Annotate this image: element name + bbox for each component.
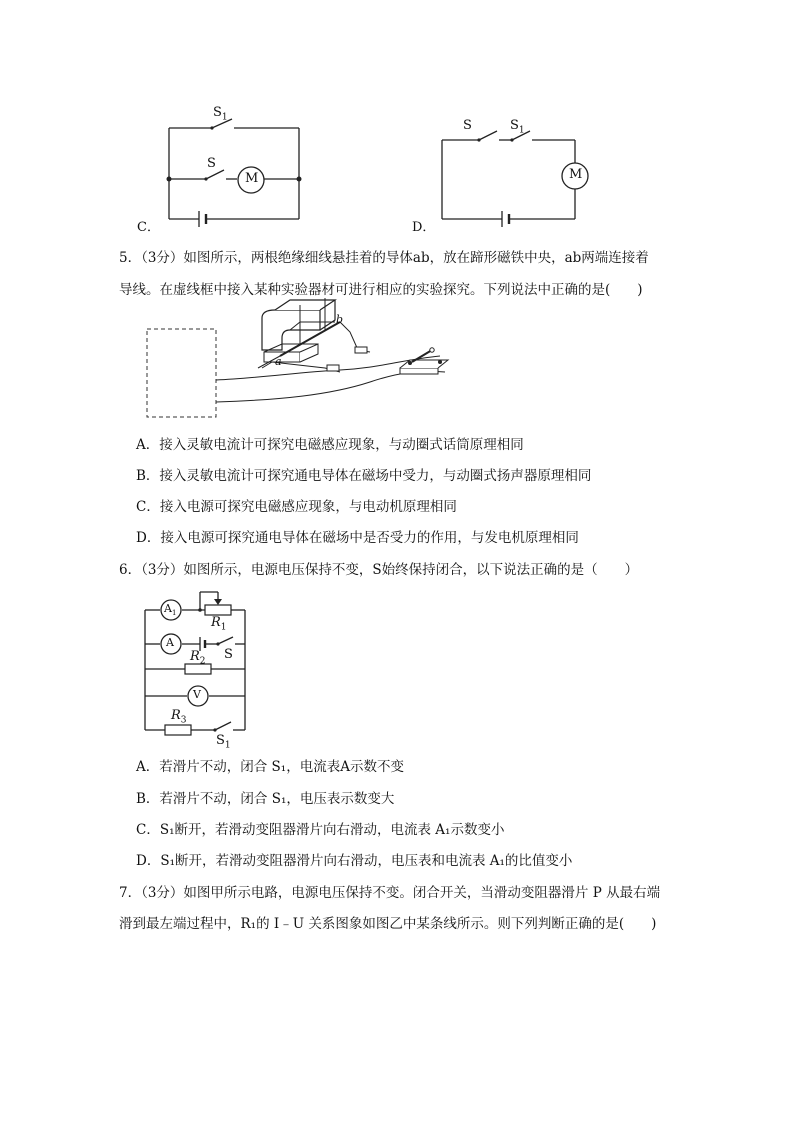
q6-label-s1: $S_1$: [216, 733, 231, 751]
q4-c-s-label: S: [207, 156, 216, 171]
q6-option-c: C．S₁断开，若滑动变阻器滑片向右滑动，电流表 A₁示数变小: [136, 822, 505, 838]
q5-option-d: D．接入电源可探究通电导体在磁场中是否受力的作用，与发电机原理相同: [136, 530, 579, 546]
q5-stem-line2: 导线。在虚线框中接入某种实验器材可进行相应的实验探究。下列说法中正确的是( ): [119, 282, 643, 298]
q5-option-c: C．接入电源可探究电磁感应现象，与电动机原理相同: [136, 499, 457, 515]
q6-option-d: D．S₁断开，若滑动变阻器滑片向右滑动，电压表和电流表 A₁的比值变小: [136, 853, 573, 869]
q6-option-b: B．若滑片不动，闭合 S₁，电压表示数变大: [136, 791, 395, 807]
q6-label-r3: $R_3$: [171, 708, 187, 726]
q4-c-s1-label: $S_1$: [213, 105, 228, 123]
q4-d-s-label: S: [463, 118, 472, 133]
q5-label-a: a: [275, 355, 282, 368]
q6-meter-v: V: [193, 688, 201, 701]
q4-c-motor-label: M: [245, 171, 259, 186]
q7-stem-line2: 滑到最左端过程中，R₁的 I﹣U 关系图象如图乙中某条线所示。则下列判断正确的是( ): [119, 916, 657, 932]
q4-d-motor-label: M: [569, 167, 583, 182]
q5-option-b: B．接入灵敏电流计可探究通电导体在磁场中受力，与动圈式扬声器原理相同: [136, 468, 592, 484]
q6-meter-a: A: [166, 636, 174, 649]
q5-option-a: A．接入灵敏电流计可探究电磁感应现象，与动圈式话筒原理相同: [136, 437, 524, 453]
q6-stem: 6．（3分）如图所示，电源电压保持不变，S始终保持闭合，以下说法正确的是（ ）: [119, 562, 639, 578]
q6-label-r1: $R_1$: [211, 615, 227, 633]
q4-option-c-letter: C．: [137, 220, 160, 235]
q6-meter-a1: $A_1$: [164, 602, 177, 618]
q4-option-d-letter: D．: [412, 220, 436, 235]
q4-d-s1-label: $S_1$: [510, 118, 525, 136]
q6-label-s: S: [224, 647, 233, 662]
q5-stem-line1: 5．（3分）如图所示，两根绝缘细线悬挂着的导体ab，放在蹄形磁铁中央，ab两端连接着: [119, 250, 649, 266]
q6-label-r2: $R_2$: [190, 649, 206, 667]
q7-stem-line1: 7．（3分）如图甲所示电路，电源电压保持不变。闭合开关，当滑动变阻器滑片 P 从最右端: [119, 885, 661, 901]
q5-label-b: b: [336, 313, 344, 326]
q6-option-a: A．若滑片不动，闭合 S₁，电流表A示数不变: [136, 759, 404, 775]
